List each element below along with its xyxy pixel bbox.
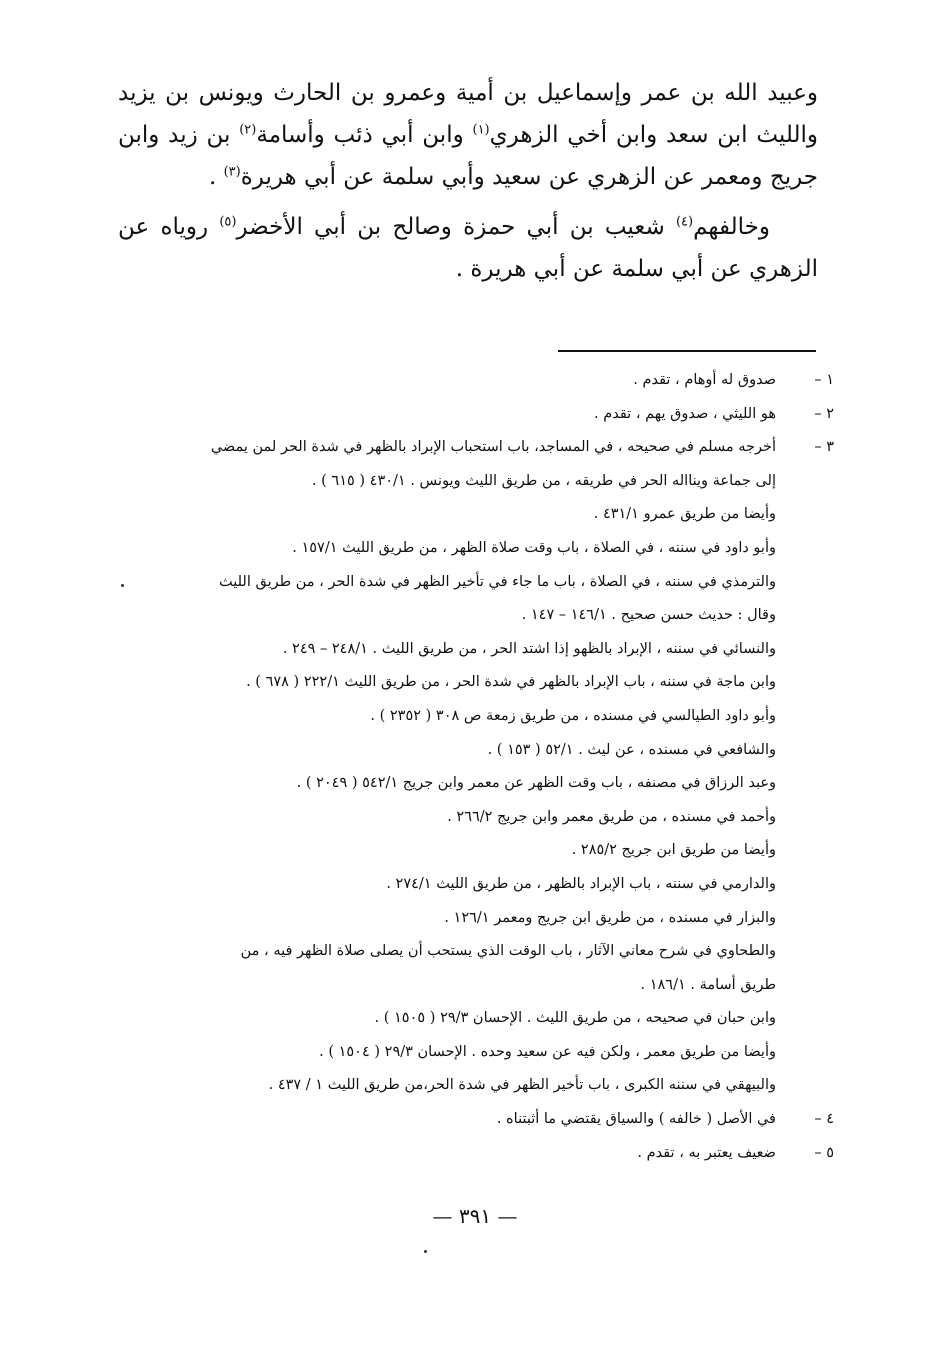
footnote-line: إلى جماعة وينااله الحر في طريقه ، من طريق الليث ويونس . ٤٣٠/١ ( ٦١٥ ) . (311, 472, 776, 489)
footnote-line: والدارمي في سننه ، باب الإبراد بالظهر ، من طريق الليث ٢٧٤/١ . (386, 875, 776, 892)
scan-speck (424, 1250, 427, 1253)
footnote-line: وأيضا من طريق ابن جريج ٢٨٥/٢ . (571, 842, 776, 859)
paragraph-1 (118, 72, 818, 198)
footnote-ref-5[interactable]: (٥) (219, 214, 237, 230)
footnote-line: وأبو داود في سننه ، في الصلاة ، باب وقت صلاة الظهر ، من طريق الليث ١٥٧/١ . (292, 539, 776, 556)
footnote-line: والطحاوي في شرح معاني الآثار ، باب الوقت الذي يستحب أن يصلى صلاة الظهر فيه ، من (240, 943, 776, 960)
main-line: وعبيد الله بن عمر وإسماعيل بن أمية وعمرو بن الحارث ويونس بن يزيد والليث (118, 80, 818, 148)
footnote-line: وابن ماجة في سننه ، باب الإبراد بالظهر في شدة الحر ، من طريق الليث ٢٢٢/١ ( ٦٧٨ ) . (246, 674, 776, 691)
footnote-line: والنسائي في سننه ، الإبراد بالظهو إذا اشتد الحر ، من طريق الليث . ٢٤٨/١ – ٢٤٩ . (282, 640, 776, 657)
paragraph-2 (118, 206, 818, 290)
footnote-line: وأبو داود الطيالسي في مسنده ، من طريق زمعة ص ٣٠٨ ( ٢٣٥٢ ) . (370, 707, 776, 724)
footnote-line: وقال : حديث حسن صحيح . ١٤٦/١ – ١٤٧ . (521, 607, 776, 624)
footnote-line: صدوق له أوهام ، تقدم . (633, 372, 776, 388)
footnote-line: وعبد الرزاق في مصنفه ، باب وقت الظهر عن معمر وابن جريج ٥٤٢/١ ( ٢٠٤٩ ) . (296, 775, 776, 792)
footnote-line: هو الليثي ، صدوق يهم ، تقدم . (594, 405, 776, 422)
main-line: وخالفهم (693, 214, 770, 240)
footnote-number: ٤ – (814, 1111, 834, 1128)
main-line: بن زيد وابن جريج (118, 122, 818, 190)
footnote-ref-1[interactable]: (١) (472, 122, 490, 138)
scan-speck (121, 584, 124, 587)
footnote-divider (558, 350, 816, 352)
main-text (118, 72, 818, 290)
footnote-2 (122, 398, 834, 432)
main-line: روياه عن الزهري عن أبي سلمة عن أبي هريرة . (118, 214, 818, 282)
footnote-ref-3[interactable]: (٣) (223, 164, 241, 180)
page-number: — ٣٩١ — (432, 1204, 518, 1228)
main-line: وابن أبي ذئب وأسامة (256, 122, 473, 148)
footnote-line: أخرجه مسلم في صحيحه ، في المساجد، باب استحباب الإبراد بالظهر في شدة الحر لمن يمضي (210, 439, 776, 456)
footnote-line: والبيهقي في سننه الكبرى ، باب تأخير الظهر في شدة الحر،من طريق الليث ١ / ٤٣٧ . (268, 1077, 776, 1094)
footnote-line: ضعيف يعتبر به ، تقدم . (637, 1144, 776, 1161)
footnote-line: وأيضا من طريق معمر ، ولكن فيه عن سعيد وحده . الإحسان ٢٩/٣ ( ١٥٠٤ ) . (319, 1043, 776, 1060)
footnote-5 (122, 1137, 834, 1171)
footnote-4 (122, 1103, 834, 1137)
footnote-ref-2[interactable]: (٢) (239, 122, 257, 138)
footnote-1 (122, 364, 834, 398)
main-line: . (208, 164, 224, 190)
footnote-line: وأحمد في مسنده ، من طريق معمر وابن جريج ٢٦٦/٢ . (447, 808, 776, 825)
main-line: ابن سعد وابن أخي الزهري (489, 122, 748, 148)
footnote-line: والبزار في مسنده ، من طريق ابن جريج ومعمر ١٢٦/١ . (444, 909, 776, 926)
footnote-ref-4[interactable]: (٤) (675, 214, 694, 230)
footnote-number: ٢ – (814, 405, 834, 422)
footnote-line: وابن حبان في صحيحه ، من طريق الليث . الإحسان ٢٩/٣ ( ١٥٠٥ ) . (374, 1010, 776, 1027)
footnote-line: وأيضا من طريق عمرو ٤٣١/١ . (593, 506, 776, 523)
main-line: شعيب بن أبي حمزة وصالح بن أبي الأخضر (236, 214, 676, 240)
footnote-number: ١ – (814, 372, 834, 388)
footnote-number: ٥ – (814, 1144, 834, 1161)
footnote-line: والترمذي في سننه ، في الصلاة ، باب ما جاء في تأخير الظهر في شدة الحر ، من طريق الليث (219, 573, 776, 590)
footnotes (122, 364, 834, 1170)
footnote-line: طريق أسامة . ١٨٦/١ . (640, 976, 776, 993)
main-line: ومعمر عن الزهري عن سعيد وأبي سلمة عن أبي هريرة (240, 164, 763, 190)
footnote-line: في الأصل ( خالفه ) والسياق يقتضي ما أثبتناه . (496, 1111, 776, 1128)
footnote-number: ٣ – (814, 439, 834, 456)
footnote-3 (122, 431, 834, 1103)
footnote-line: والشافعي في مسنده ، عن ليث . ٥٢/١ ( ١٥٣ ) . (487, 741, 776, 758)
